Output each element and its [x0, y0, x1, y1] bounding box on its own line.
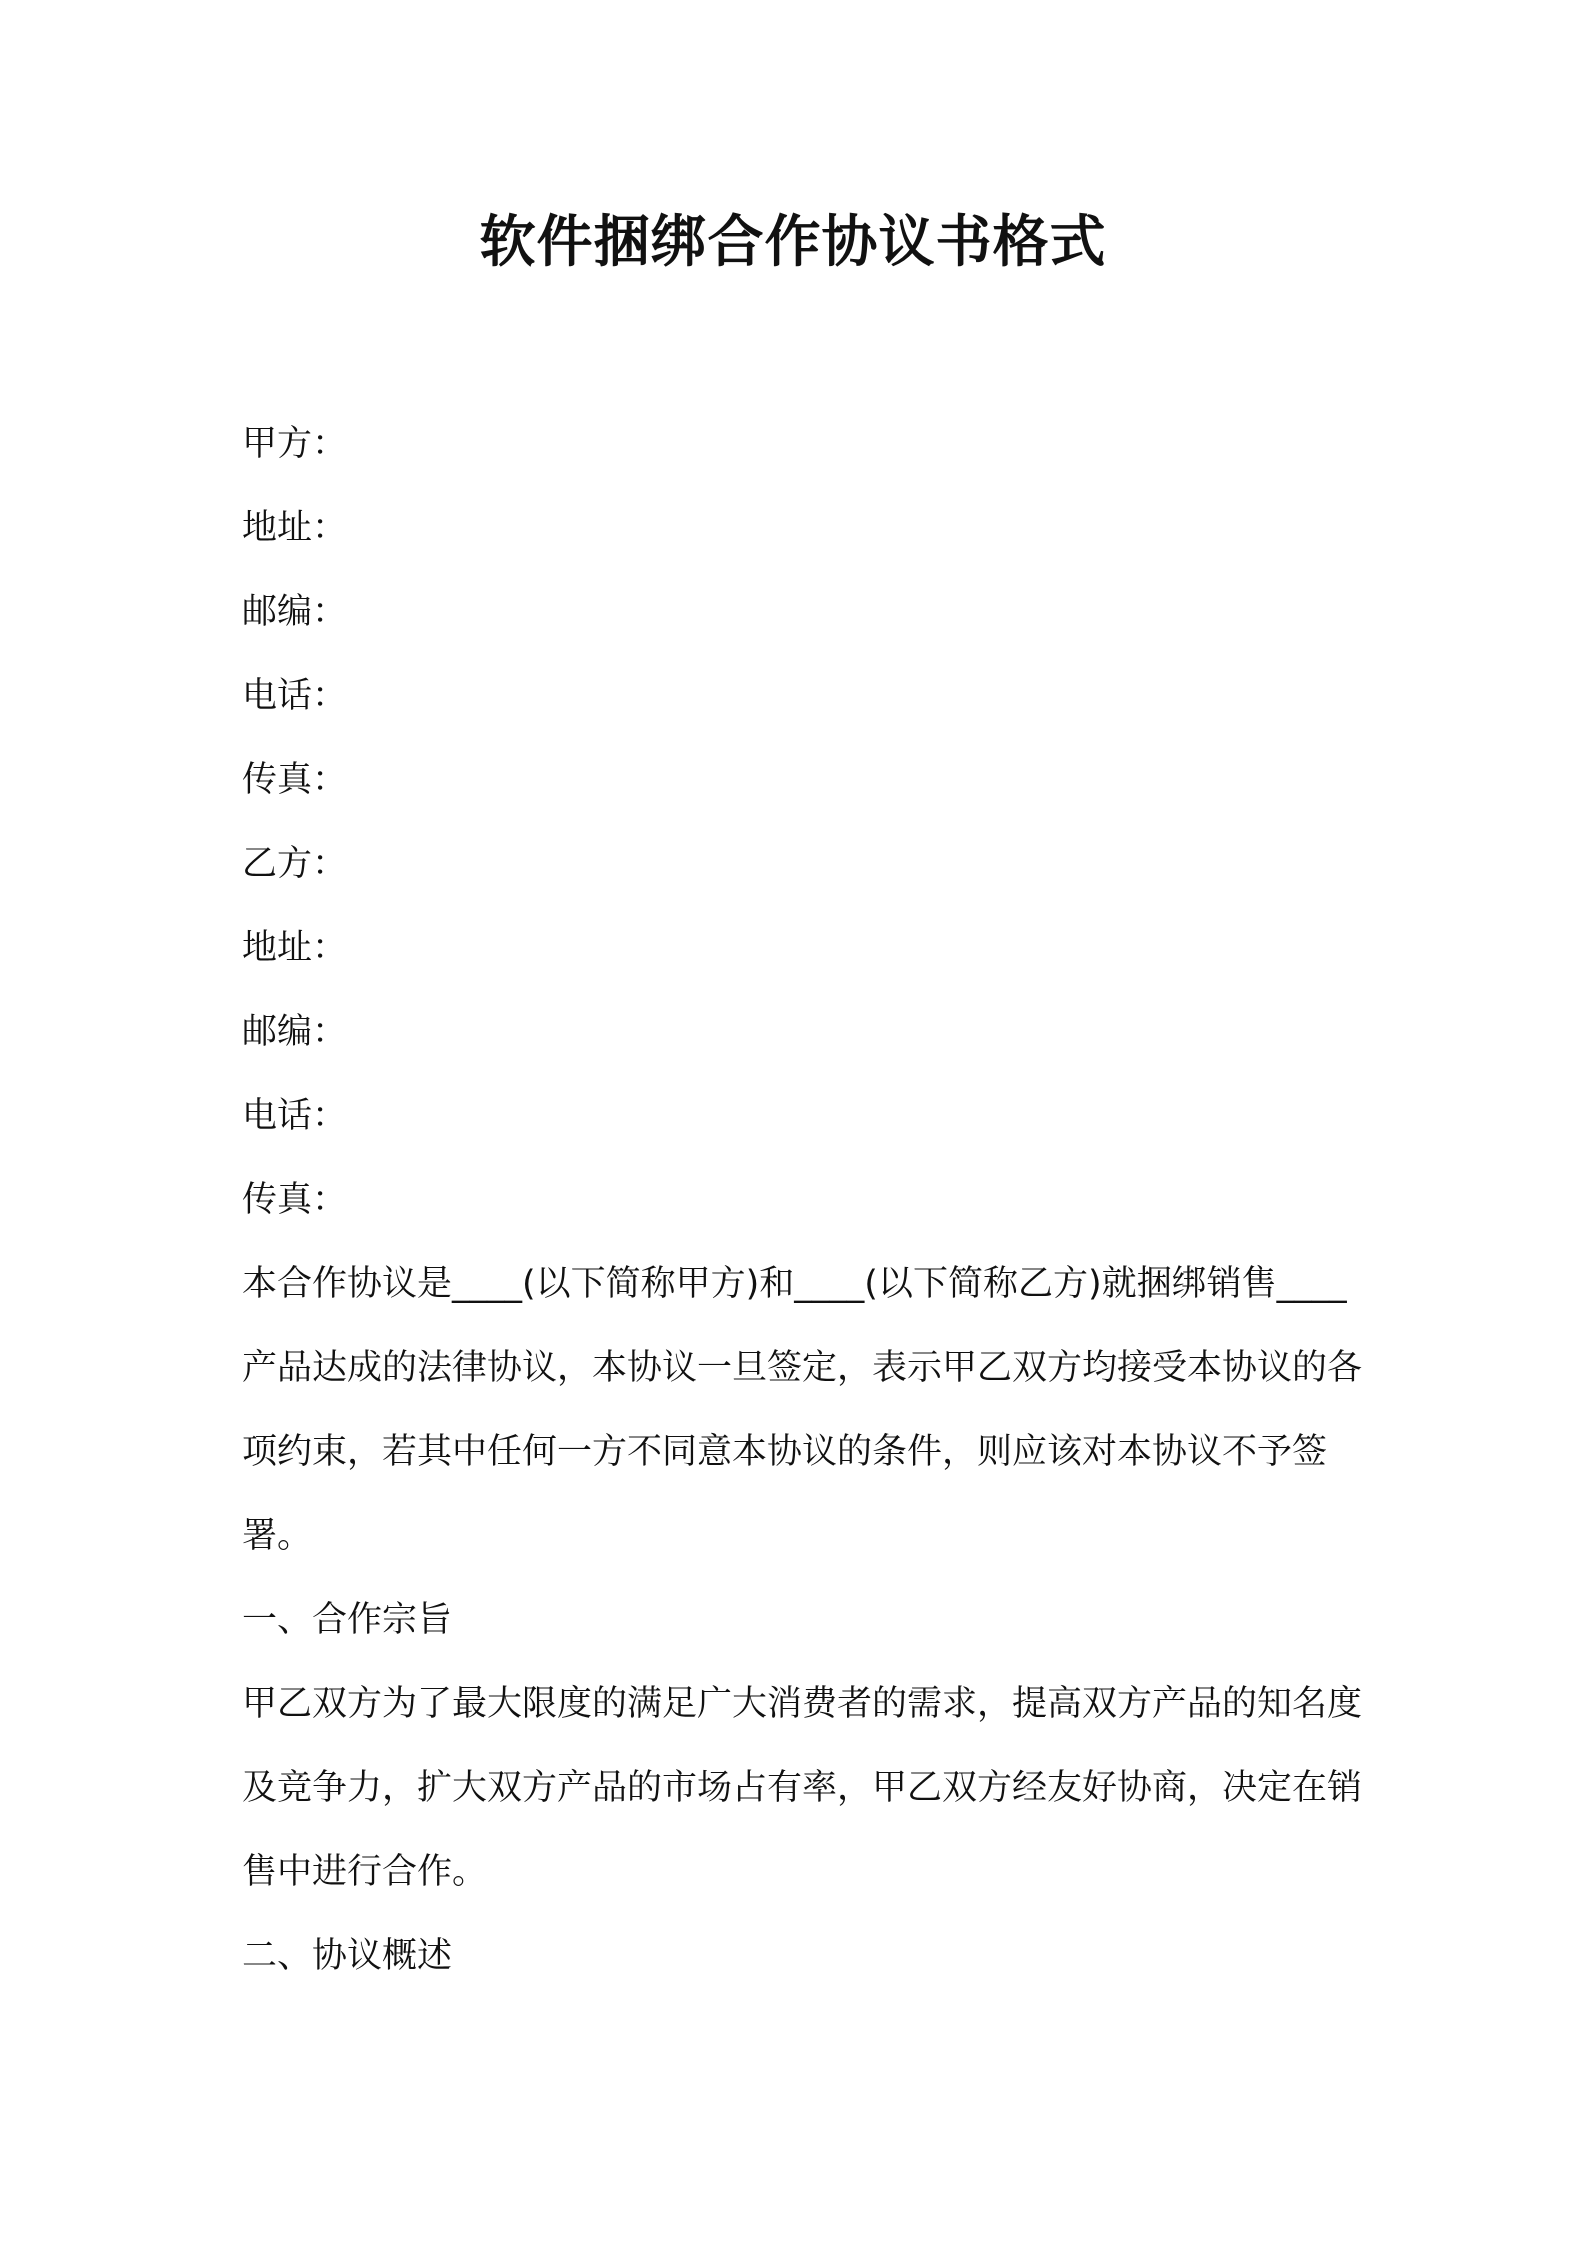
- party-b-phone-label: 电话：: [242, 1096, 348, 1136]
- party-b-fax-label: 传真：: [242, 1180, 348, 1220]
- document-body: [242, 402, 1362, 1998]
- party-b-postcode-label: 邮编：: [242, 1012, 348, 1052]
- section-heading-purpose: 一、合作宗旨: [242, 1600, 453, 1640]
- party-b-address-label: 地址：: [242, 928, 348, 968]
- document-title: 软件捆绑合作协议书格式: [479, 210, 1107, 275]
- party-a-address-label: 地址：: [242, 508, 348, 548]
- party-a-postcode-label: 邮编：: [242, 592, 348, 632]
- section-heading-overview: 二、协议概述: [242, 1936, 453, 1976]
- purpose-paragraph: 甲乙双方为了最大限度的满足广大消费者的需求，提高双方产品的知名度及竞争力，扩大双方产品的市场占有率，甲乙双方经友好协商，决定在销售中进行合作。: [242, 1684, 1363, 1892]
- intro-paragraph: 本合作协议是____(以下简称甲方)和____(以下简称乙方)就捆绑销售____产品达成的法律协议，本协议一旦签定，表示甲乙双方均接受本协议的各项约束，若其中任何一方不同意本协议的条件，则应该对本协议不予签署。: [242, 1264, 1363, 1556]
- party-a-fax-label: 传真：: [242, 760, 348, 800]
- party-a-label: 甲方：: [242, 424, 348, 464]
- party-a-phone-label: 电话：: [242, 676, 348, 716]
- party-b-label: 乙方：: [242, 844, 348, 884]
